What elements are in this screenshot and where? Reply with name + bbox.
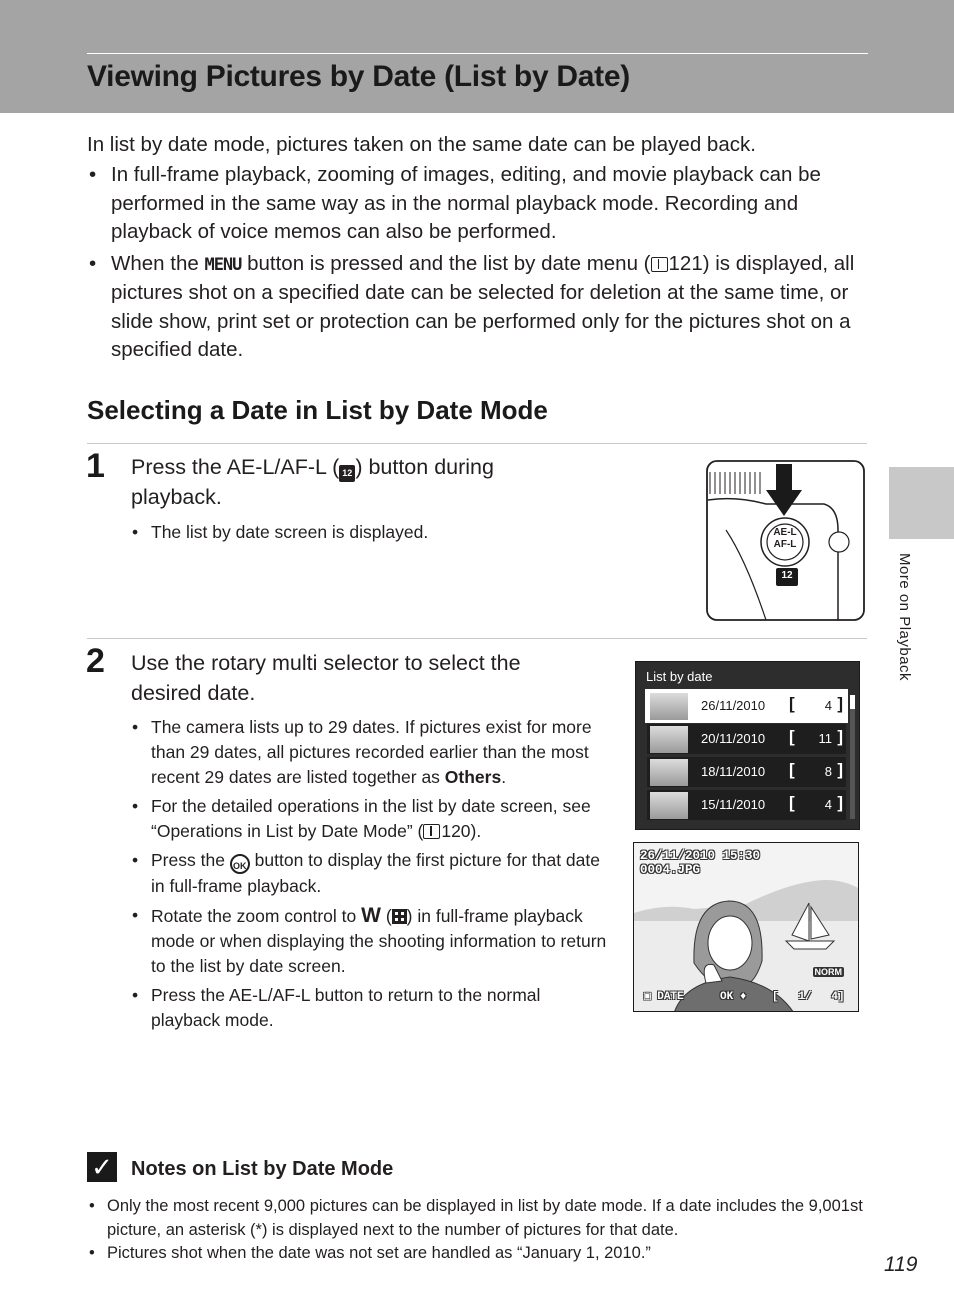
page-number: 119 — [884, 1253, 918, 1276]
step-1-bullets — [131, 520, 591, 549]
step-1-bullet: • The list by date screen is displayed. — [131, 520, 591, 545]
list-screen-title: List by date — [646, 669, 713, 684]
date-row[interactable]: 26/11/2010 [ 4 ] — [647, 691, 846, 721]
step-2-rule — [87, 638, 867, 639]
menu-button-icon: MENU — [204, 254, 242, 275]
notes-item: • Only the most recent 9,000 pictures can be displayed in list by date mode. If a date includes the 9,001st picture, an asterisk (*) is displayed next to the number of pictures for that date. — [87, 1195, 867, 1242]
side-tab-label: More on Playback — [896, 553, 913, 682]
zoom-w-date-indicator: ▣ DATE — [644, 991, 684, 1003]
step-2-bullet-4: • Rotate the zoom control to W ( ) in full-frame playback mode or when displaying the shooting information to return to the list by date screen. — [131, 903, 611, 979]
list-scrollbar[interactable] — [850, 695, 855, 819]
thumbnail-playback-icon — [392, 909, 407, 924]
step-2-bullet-3: • Press the OK button to display the first picture for that date in full-frame playback. — [131, 848, 611, 899]
step-2-bullet-1: • The camera lists up to 29 dates. If pictures exist for more than 29 dates, all pictures recorded earlier than the most recent 29 dates are listed together as Others. — [131, 715, 611, 790]
check-icon: ✓ — [87, 1152, 117, 1182]
fullframe-datetime: 26/11/2010 15:30 — [640, 849, 761, 863]
zoom-w-glyph: W — [361, 904, 381, 927]
intro-bullets — [87, 161, 877, 368]
notes-item: • Pictures shot when the date was not set are handled as “January 1, 2010.” — [87, 1242, 867, 1266]
date-row[interactable]: 18/11/2010 [ 8 ] — [647, 757, 846, 787]
step-1-number: 1 — [86, 447, 105, 485]
frame-counter: [ 1/ 4] — [772, 991, 845, 1003]
header-rule — [87, 53, 868, 54]
list-by-date-screen — [635, 661, 860, 830]
intro-bullet-1: • In full-frame playback, zooming of images, editing, and movie playback can be performed in the same way as in the normal playback mode. Recording and playback of voice memos can also be performed. — [87, 161, 877, 247]
fullframe-playback-screen — [633, 842, 859, 1012]
list-by-date-icon: 12 — [781, 570, 793, 581]
step-2-title: Use the rotary multi selector to select the desired date. — [131, 651, 521, 705]
date-row[interactable]: 20/11/2010 [ 11 ] — [647, 724, 846, 754]
notes-list — [87, 1195, 867, 1266]
header-band — [0, 0, 954, 113]
ael-button-label: AE-L AF-L — [773, 527, 797, 550]
date-thumbnail — [650, 726, 688, 753]
image-quality-badge: NORM — [814, 967, 842, 977]
ok-button-icon: OK — [230, 854, 250, 874]
intro-paragraph: In list by date mode, pictures taken on the same date can be played back. — [87, 133, 756, 156]
date-thumbnail — [650, 792, 688, 819]
date-thumbnail — [650, 693, 688, 720]
step-2-bullet-5: • Press the AE-L/AF-L button to return to the normal playback mode. — [131, 983, 611, 1033]
intro-bullet-2: • When the MENU button is pressed and the list by date menu ( 121) is displayed, all pictures shot on a specified date can be selected for deletion at the same time, or slide show, print set or protection can be performed only for the pictures shot on a specified date. — [87, 250, 877, 365]
side-tab — [889, 467, 954, 539]
step-1-rule — [87, 443, 867, 444]
step-2-bullet-2: • For the detailed operations in the list by date screen, see “Operations in List by Date Mode” ( 120). — [131, 794, 611, 844]
date-list — [647, 691, 846, 823]
page-reference-icon — [423, 824, 440, 839]
date-thumbnail — [650, 759, 688, 786]
step-2-number: 2 — [86, 642, 105, 680]
list-by-date-icon: 12 — [339, 465, 355, 482]
page-reference-icon — [651, 257, 668, 272]
notes-heading: Notes on List by Date Mode — [131, 1158, 394, 1180]
date-row[interactable]: 15/11/2010 [ 4 ] — [647, 790, 846, 820]
section-heading: Selecting a Date in List by Date Mode — [87, 395, 548, 425]
microphone-icon: ♦ — [739, 991, 747, 1003]
camera-ael-button-illustration — [706, 460, 866, 622]
page-title: Viewing Pictures by Date (List by Date) — [87, 60, 630, 93]
fullframe-filename: 0004.JPG — [640, 863, 701, 877]
step-1-title: Press the AE-L/AF-L ( 12 ) button during playback. — [131, 455, 494, 509]
step-2-bullets — [131, 715, 611, 1037]
ok-voice-memo-indicator: OK ♦ — [720, 991, 747, 1003]
